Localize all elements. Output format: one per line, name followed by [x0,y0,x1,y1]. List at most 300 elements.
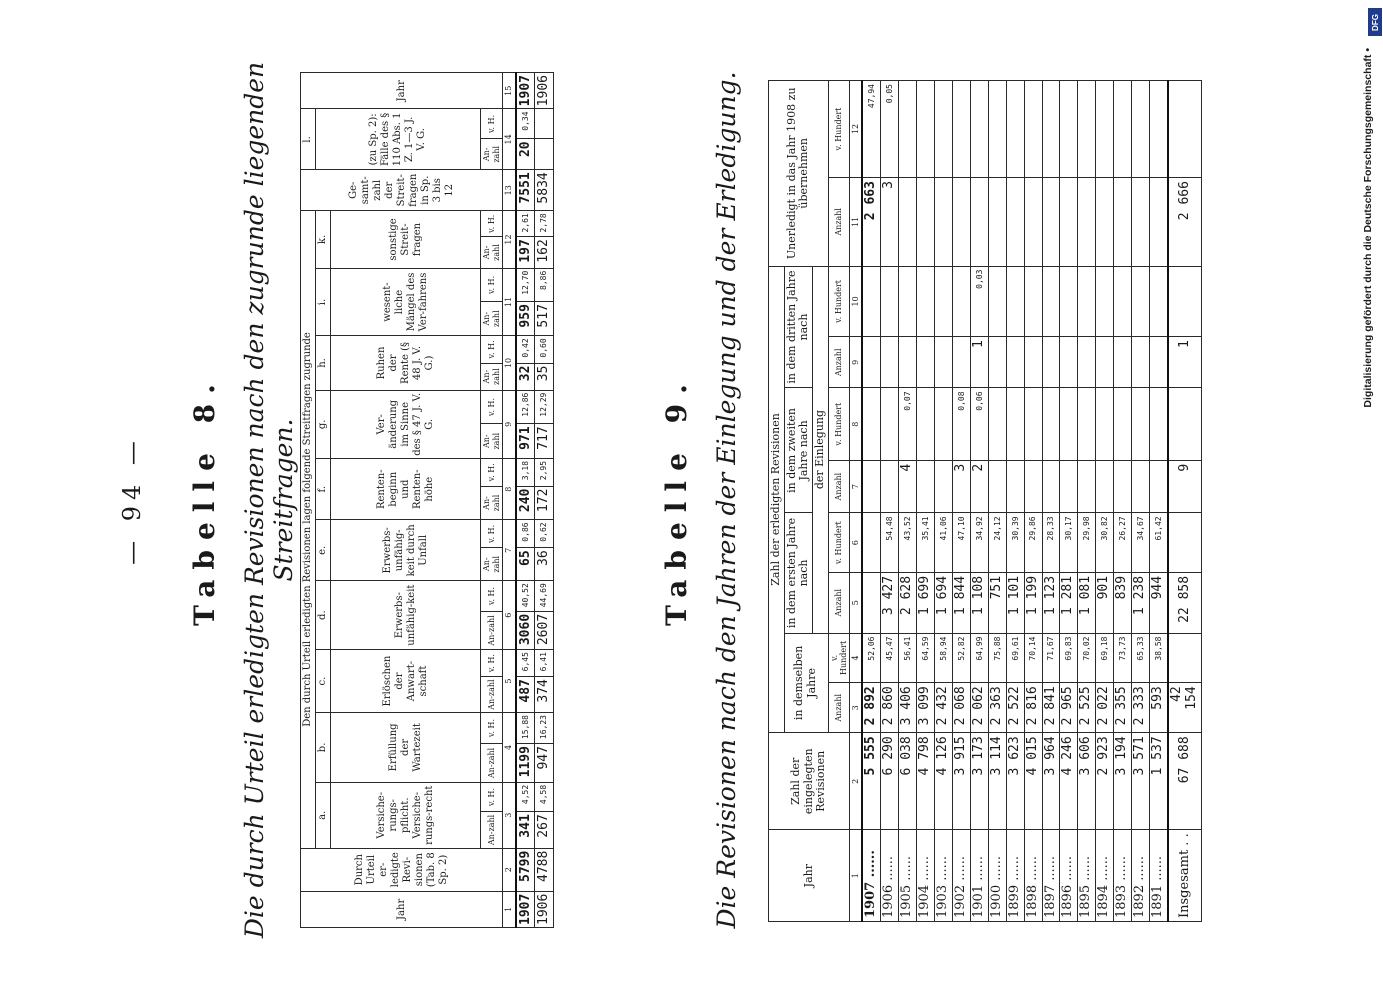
t9-vh-label: v. Hundert [828,266,849,337]
t8-cat-label: Erwerbs-unfähig-keit [331,581,481,650]
t9-cell [1096,178,1114,267]
t8-cell-anzahl: 374 [535,677,554,713]
t9-cell: 2 965 [1060,683,1078,733]
t9-table-row [1060,81,1078,922]
t9-cell: 4 246 [1060,733,1078,830]
t9-cell [1150,337,1168,388]
dfg-logo: DFG [1368,8,1382,36]
t9-year: 1907 ...... [862,830,880,922]
t9-total-cell: 67 688 [1168,733,1201,830]
t8-anzahl-label: An-zahl [481,548,503,581]
t9-vh-label: v. Hundert [828,388,849,460]
t9-cell [1006,266,1024,337]
t8-cell-anzahl: 32 [516,363,535,390]
t9-cell: 751 [988,572,1006,633]
t8-anzahl-label: An-zahl [481,677,503,713]
t9-year: 1891 ...... [1150,830,1168,922]
t8-cat-letter: i. [316,268,331,336]
t9-cell: 3 [952,460,970,513]
t9-cell [1150,178,1168,267]
t9-cell: 944 [1150,572,1168,633]
t9-cell [934,178,952,267]
t8-col-total: Durch Urteil er-ledigte Revi-sionen (Tab. 8 Sp. 2) [301,848,503,891]
t8-cell-anzahl: 517 [535,302,554,336]
t9-table-row [1042,81,1060,922]
t9-cell [1060,178,1078,267]
t9-cell [881,337,899,388]
t8-col-number: 15 [503,73,516,109]
t9-col-number: 1 [849,830,862,922]
t9-cell [934,388,952,460]
t9-total-cell: 2 666 [1168,178,1201,267]
t8-cell-anzahl: 971 [516,424,535,459]
t9-group-sub: der Einlegung [812,266,828,633]
t9-cell [1078,178,1096,267]
t9-cell [862,266,880,337]
t9-cell [862,513,880,573]
t8-cell-anzahl: 65 [516,548,535,581]
t9-cell [934,337,952,388]
t8-cell-anzahl: 487 [516,677,535,713]
t8-anzahl-label: An-zahl [481,237,503,268]
t9-cell: 2 355 [1114,683,1132,733]
t8-table-row [535,73,554,928]
t9-cell: 2 [970,460,988,513]
t9-table-row [916,81,934,922]
t9-cell: 6 290 [881,733,899,830]
t9-total-cell: 9 [1168,460,1201,513]
t9-cell: 69,83 [1060,633,1078,683]
t9-cell [1042,388,1060,460]
t9-cell [1006,388,1024,460]
t8-cell-vh: 2,61 [516,211,535,237]
t9-year: 1892 ...... [1132,830,1150,922]
t9-vh-label: v. Hundert [828,633,849,683]
t8-vh-label: v. H. [481,650,503,677]
t8-anzahl-label: An-zahl [481,363,503,390]
t9-cell: 64,99 [970,633,988,683]
t8-cell-anzahl: 172 [535,486,554,520]
t8-cell-anzahl: 267 [535,812,554,848]
t9-cell [1042,81,1060,178]
t9-total-cell [1168,81,1201,178]
t9-cell [1060,388,1078,460]
t9-cell [1078,460,1096,513]
t9-col-unerledigt: Unerledigt in das Jahr 1908 zu übernehmen [769,81,829,267]
t9-total-cell [1168,266,1201,337]
t8-cell-vh: 0,86 [516,520,535,548]
t9-cell: 3 571 [1132,733,1150,830]
t9-cell: 24,12 [988,513,1006,573]
t8-cell-l-vh: 0,34 [516,109,535,139]
t8-col-number: 7 [503,520,516,581]
t8-anzahl-label: An-zahl [481,486,503,520]
t9-cell: 6 038 [899,733,917,830]
t9-cell [1024,337,1042,388]
t9-cell [1150,266,1168,337]
t9-year: 1893 ...... [1114,830,1132,922]
t9-col-number: 10 [849,266,862,337]
t9-cell [1042,266,1060,337]
t9-table-row [934,81,952,922]
t8-cell-anzahl: 341 [516,812,535,848]
t9-cell: 1 699 [916,572,934,633]
t8-cat-l-letter: l. [301,109,316,170]
credit-text: Digitalisierung gefördert durch die Deutsche Forschungsgemeinschaft • [1362,48,1374,408]
t8-cell-vh: 3,18 [516,458,535,486]
t8-cat-label: Versiche-rungs-pflicht. Versiche-rungs-recht [331,782,481,848]
t9-cell [934,81,952,178]
t9-cell [1096,388,1114,460]
t8-vh-label: v. H. [481,782,503,811]
t9-cell [1132,460,1150,513]
t9-col-number: 7 [849,460,862,513]
t8-cell-vh: 12,70 [516,268,535,301]
t8-cat-letter: c. [316,650,331,713]
t9-cell: 69,18 [1096,633,1114,683]
table9-subtitle: Die Revisionen nach den Jahren der Einlegung und der Erledigung. [712,71,741,929]
t9-cell [1132,81,1150,178]
t8-cell-vh: 4,58 [535,782,554,811]
t9-year: 1904 ...... [916,830,934,922]
t9-cell [952,81,970,178]
t9-cell: 3 194 [1114,733,1132,830]
t9-cell [1114,81,1132,178]
t8-anzahl-label: An-zahl [481,302,503,336]
t8-cat-label: Erlöschen der Anwart-schaft [331,650,481,713]
t9-cell [952,337,970,388]
t8-vh-label: v. H. [481,109,503,139]
t8-col-number: 8 [503,458,516,519]
t8-col-jahr: Jahr [301,891,503,927]
t9-year: 1906 ...... [881,830,899,922]
t9-cell [1024,388,1042,460]
t9-vh-label: v. Hundert [828,513,849,573]
t8-year-right: 1907 [516,73,535,109]
t9-cell [1042,178,1060,267]
t8-vh-label: v. H. [481,390,503,424]
t9-cell: 34,92 [970,513,988,573]
t8-col-number: 6 [503,581,516,650]
t8-year: 1906 [535,891,554,927]
t9-cell [881,460,899,513]
t8-col-number: 10 [503,336,516,390]
t9-cell: 4 798 [916,733,934,830]
t9-cell: 1 844 [952,572,970,633]
t9-year: 1903 ...... [934,830,952,922]
t9-cell: 2 860 [881,683,899,733]
t9-cell [1114,266,1132,337]
t8-col-number: 9 [503,390,516,458]
t8-anzahl-label: An-zahl [481,611,503,649]
t9-cell [916,81,934,178]
t9-cell [916,266,934,337]
t9-table-row [881,81,899,922]
t8-anzahl-label: An-zahl [481,744,503,783]
t9-cell: 3 [881,178,899,267]
t9-total-cell [1168,513,1201,573]
t8-cell-l-anzahl [535,139,554,170]
t8-cell-anzahl: 240 [516,486,535,520]
t8-col-number: 12 [503,211,516,268]
t9-cell: 3 099 [916,683,934,733]
t8-cat-letter: g. [316,390,331,458]
t8-cell-anzahl: 947 [535,744,554,783]
t9-cell: 71,67 [1042,633,1060,683]
t9-cell [1060,337,1078,388]
t9-col-number: 11 [849,178,862,267]
t9-cell: 64,59 [916,633,934,683]
t9-cell: 2 363 [988,683,1006,733]
t8-cat-label: Erfüllung der Wartezeit [331,712,481,782]
t9-table-row [1096,81,1114,922]
t8-cell-anzahl: 2607 [535,611,554,649]
t9-cell: 65,33 [1132,633,1150,683]
t9-cell: 3 427 [881,572,899,633]
t9-cell [988,266,1006,337]
t9-cell: 61,42 [1150,513,1168,573]
t9-cell [1006,81,1024,178]
t8-cell-anzahl: 35 [535,363,554,390]
t9-cell [988,178,1006,267]
t9-total-cell: 1 [1168,337,1201,388]
t9-cell [1006,337,1024,388]
t9-cell: 58,94 [934,633,952,683]
t9-cell [862,388,880,460]
t9-year: 1896 ...... [1060,830,1078,922]
t9-cell [1132,388,1150,460]
t8-cat-label: Ver-änderung im Sinne des § 47 J. V. G. [331,390,481,458]
t8-cell-anzahl: 959 [516,302,535,336]
t9-col-number: 9 [849,337,862,388]
t9-col-jahr: Jahr [769,830,850,922]
t9-cell [1132,337,1150,388]
t9-cell: 30,39 [1006,513,1024,573]
t9-cell: 2 663 [862,178,880,267]
t9-cell: 75,88 [988,633,1006,683]
t9-cell [1096,337,1114,388]
t9-table-row [899,81,917,922]
t9-cell: 43,52 [899,513,917,573]
t9-cell: 2 022 [1096,683,1114,733]
t9-subcol: in demselben Jahre [784,633,828,733]
t8-col-jahr-right: Jahr [301,73,503,109]
t9-cell [970,81,988,178]
t9-cell: 1 108 [970,572,988,633]
t9-cell: 29,98 [1078,513,1096,573]
t9-table-row [1132,81,1150,922]
t9-cell [1114,178,1132,267]
t8-vh-label: v. H. [481,520,503,548]
t8-cat-label: Ruhen der Rente (§ 48 J. V. G.) [331,336,481,390]
t9-cell: 0,08 [952,388,970,460]
t9-group-header: Zahl der erledigten Revisionen [769,266,785,733]
t8-vh-label: v. H. [481,268,503,301]
t9-year: 1895 ...... [1078,830,1096,922]
t8-cell-vh: 2,95 [535,458,554,486]
t9-cell: 1 [970,337,988,388]
t9-cell [862,337,880,388]
t9-cell [1114,388,1132,460]
t9-cell: 70,02 [1078,633,1096,683]
t9-table-row [1114,81,1132,922]
t9-cell [1060,266,1078,337]
t8-cell-anzahl: 3060 [516,611,535,649]
t9-cell: 47,94 [862,81,880,178]
t8-cell-vh: 8,86 [535,268,554,301]
t9-cell [1078,337,1096,388]
t9-year: 1901 ...... [970,830,988,922]
t9-cell [1024,266,1042,337]
t9-cell: 28,33 [1042,513,1060,573]
t9-cell: 2 841 [1042,683,1060,733]
t8-cell-vh: 6,41 [535,650,554,677]
t9-year: 1899 ...... [1006,830,1024,922]
t9-cell [1132,266,1150,337]
t9-cell [1078,81,1096,178]
t8-cat-l-label: (zu Sp. 2): Fälle des § 110 Abs. 1 Z. 1—3 J. V. G. [316,109,481,170]
t9-table-row [1078,81,1096,922]
t9-cell: 35,41 [916,513,934,573]
t9-cell: 1 238 [1132,572,1150,633]
t9-cell: 26,27 [1114,513,1132,573]
t9-cell [1060,460,1078,513]
t9-cell: 1 694 [934,572,952,633]
t8-cell-vh: 44,69 [535,581,554,612]
t9-cell: 1 199 [1024,572,1042,633]
t9-subcol: in dem ersten Jahre nach [784,513,812,633]
t9-cell: 29,86 [1024,513,1042,573]
t9-cell [1132,178,1150,267]
t8-cat-letter: d. [316,581,331,650]
t8-cell-vh: 15,88 [516,712,535,743]
t8-cell-vh: 4,52 [516,782,535,811]
t9-col-number: 4 [849,633,862,683]
t8-col-number: 3 [503,782,516,848]
t9-anzahl-label: Anzahl [828,572,849,633]
t8-cell-vh: 16,23 [535,712,554,743]
t8-cell-l-anzahl: 20 [516,139,535,170]
t9-cell: 2 432 [934,683,952,733]
t8-cat-label: Renten-beginn und Renten-höhe [331,458,481,519]
t8-col-number: 5 [503,650,516,713]
t9-cell [1006,178,1024,267]
t9-year: 1900 ...... [988,830,1006,922]
t8-cell-vh: 0,42 [516,336,535,363]
t9-col-number: 12 [849,81,862,178]
t8-cat-label: sonstige Streit-fragen [331,211,481,268]
t9-cell [881,388,899,460]
t9-cell: 69,61 [1006,633,1024,683]
page-number: — 94 — [118,435,146,565]
t9-total-cell: 22 858 [1168,572,1201,633]
t9-cell [1096,460,1114,513]
t8-col-number: 13 [503,170,516,211]
t9-total-row [1168,81,1201,922]
t8-cell-vh: 0,60 [535,336,554,363]
t8-table-row [516,73,535,928]
t9-cell: 4 126 [934,733,952,830]
t9-cell [1150,81,1168,178]
t9-col-eingelegt: Zahl der eingelegten Revisionen [769,733,850,830]
t9-cell [1096,81,1114,178]
t9-cell: 47,10 [952,513,970,573]
t9-year: 1905 ...... [899,830,917,922]
t8-vh-label: v. H. [481,336,503,363]
t9-cell [899,266,917,337]
t9-cell: 3 114 [988,733,1006,830]
t9-cell: 4 [899,460,917,513]
t8-cell-l-vh [535,109,554,139]
t9-cell: 52,06 [862,633,880,683]
t9-cell [988,388,1006,460]
t9-year: 1897 ...... [1042,830,1060,922]
t9-cell [1024,178,1042,267]
t9-col-number: 5 [849,572,862,633]
t9-cell [916,388,934,460]
t8-cell-vh: 2,78 [535,211,554,237]
t9-cell [1024,460,1042,513]
t9-cell [1114,337,1132,388]
t9-cell [1042,460,1060,513]
t9-subcol: in dem dritten Jahre nach [784,266,812,388]
t9-cell: 4 015 [1024,733,1042,830]
t8-cat-letter: a. [316,782,331,848]
t9-cell [899,178,917,267]
t8-cell-anzahl: 162 [535,237,554,268]
t8-vh-label: v. H. [481,581,503,612]
t8-col-gesamt: Ge-samt-zahl der Streit-fragen in Sp. 3 bis 12 [301,170,503,211]
t9-cell [1060,81,1078,178]
t9-cell [988,460,1006,513]
t9-cell: 30,17 [1060,513,1078,573]
t8-cell-vh: 40,52 [516,581,535,612]
t9-cell: 0,06 [970,388,988,460]
t9-cell: 0,03 [970,266,988,337]
t9-cell [988,81,1006,178]
t9-total-cell [1168,388,1201,460]
t9-cell [952,266,970,337]
t8-cat-letter: f. [316,458,331,519]
t9-cell [916,337,934,388]
t8-cat-label: wesent-liche Mängel des Ver-fahrens [331,268,481,336]
t9-cell: 2 892 [862,683,880,733]
t8-year-right: 1906 [535,73,554,109]
t9-cell: 901 [1096,572,1114,633]
t9-cell: 1 101 [1006,572,1024,633]
t9-cell: 2 628 [899,572,917,633]
t9-cell [899,81,917,178]
t9-cell: 2 522 [1006,683,1024,733]
t8-gesamt: 7551 [516,170,535,211]
t9-cell: 839 [1114,572,1132,633]
t9-cell: 3 623 [1006,733,1024,830]
t9-col-number: 8 [849,388,862,460]
t9-subcol: in dem zweiten Jahre nach [784,388,812,513]
t8-col-number: 11 [503,268,516,336]
t8-year: 1907 [516,891,535,927]
t9-cell: 70,14 [1024,633,1042,683]
t9-cell: 2 333 [1132,683,1150,733]
t9-col-number: 2 [849,733,862,830]
t8-gesamt: 5834 [535,170,554,211]
t9-cell [1078,266,1096,337]
t9-cell: 3 606 [1078,733,1096,830]
t9-cell: 3 915 [952,733,970,830]
t8-cat-letter: k. [316,211,331,268]
t8-cat-label: Erwerbs-unfähig-keit durch Unfall [331,520,481,581]
t9-cell: 38,58 [1150,633,1168,683]
